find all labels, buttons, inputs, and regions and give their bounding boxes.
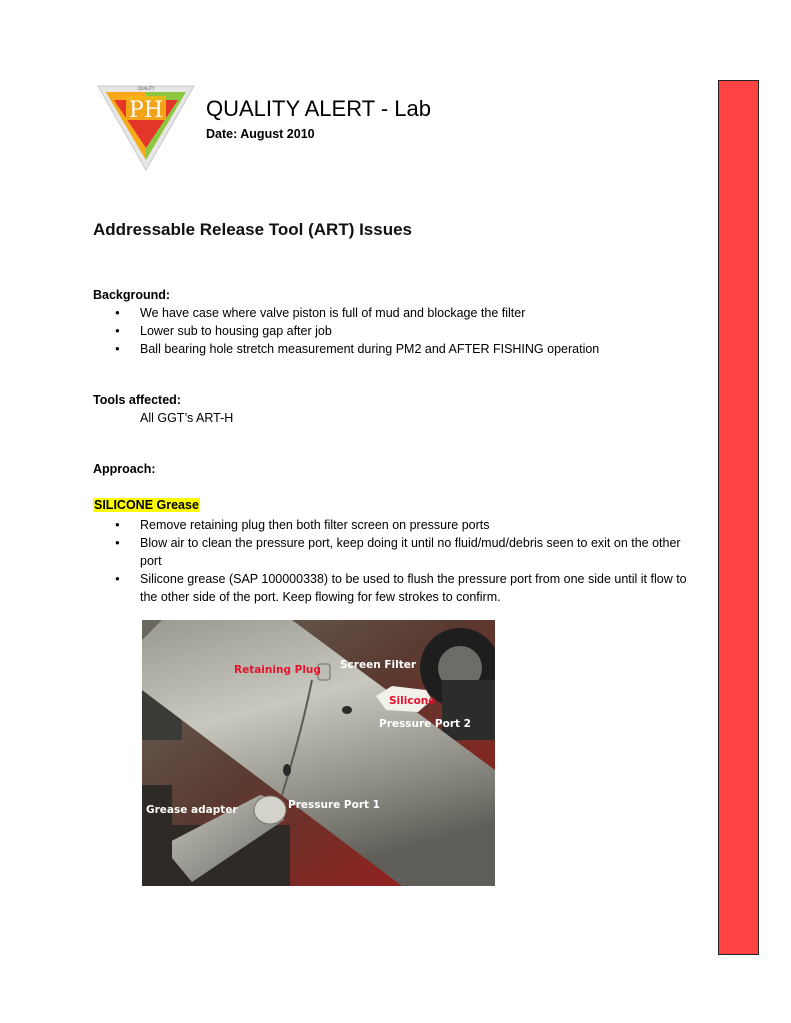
tools-affected-heading: Tools affected: (93, 393, 181, 407)
screen-filter-label: Screen Filter (340, 659, 417, 671)
list-item: ● Ball bearing hole stretch measurement during PM2 and AFTER FISHING operation (115, 340, 675, 358)
approach-list (115, 516, 695, 606)
list-item: ● Remove retaining plug then both filter screen on pressure ports (115, 516, 695, 534)
company-logo (96, 82, 196, 174)
page-title: QUALITY ALERT - Lab (206, 96, 432, 121)
svg-text:QUALITY: QUALITY (137, 86, 155, 91)
pressure-port-2-label: Pressure Port 2 (379, 718, 471, 730)
list-item: ● Lower sub to housing gap after job (115, 322, 675, 340)
silicone-label: Silicone (389, 695, 436, 707)
tools-affected-value: All GGT’s ART-H (140, 411, 234, 425)
tool-photo (142, 620, 495, 886)
list-item: ● Blow air to clean the pressure port, keep doing it until no fluid/mud/debris seen to exit on the other port (115, 534, 695, 570)
pressure-port-1-label: Pressure Port 1 (288, 799, 380, 811)
background-list (115, 304, 675, 358)
approach-heading: Approach: (93, 462, 156, 476)
silicone-grease-highlight: SILICONE Grease (94, 498, 199, 512)
background-heading: Background: (93, 288, 171, 302)
list-item: ● Silicone grease (SAP 100000338) to be used to flush the pressure port from one side until it flow to the other side of the port. Keep flowing for few strokes to confirm. (115, 570, 695, 606)
retaining-plug-label: Retaining Plug (234, 664, 321, 676)
svg-text:PH: PH (129, 98, 163, 123)
grease-adapter-label: Grease adapter (146, 804, 238, 816)
list-item: ● We have case where valve piston is full of mud and blockage the filter (115, 304, 675, 322)
section-title: Addressable Release Tool (ART) Issues (93, 220, 413, 239)
alert-color-bar (718, 80, 759, 955)
alert-date: Date: August 2010 (206, 127, 315, 141)
